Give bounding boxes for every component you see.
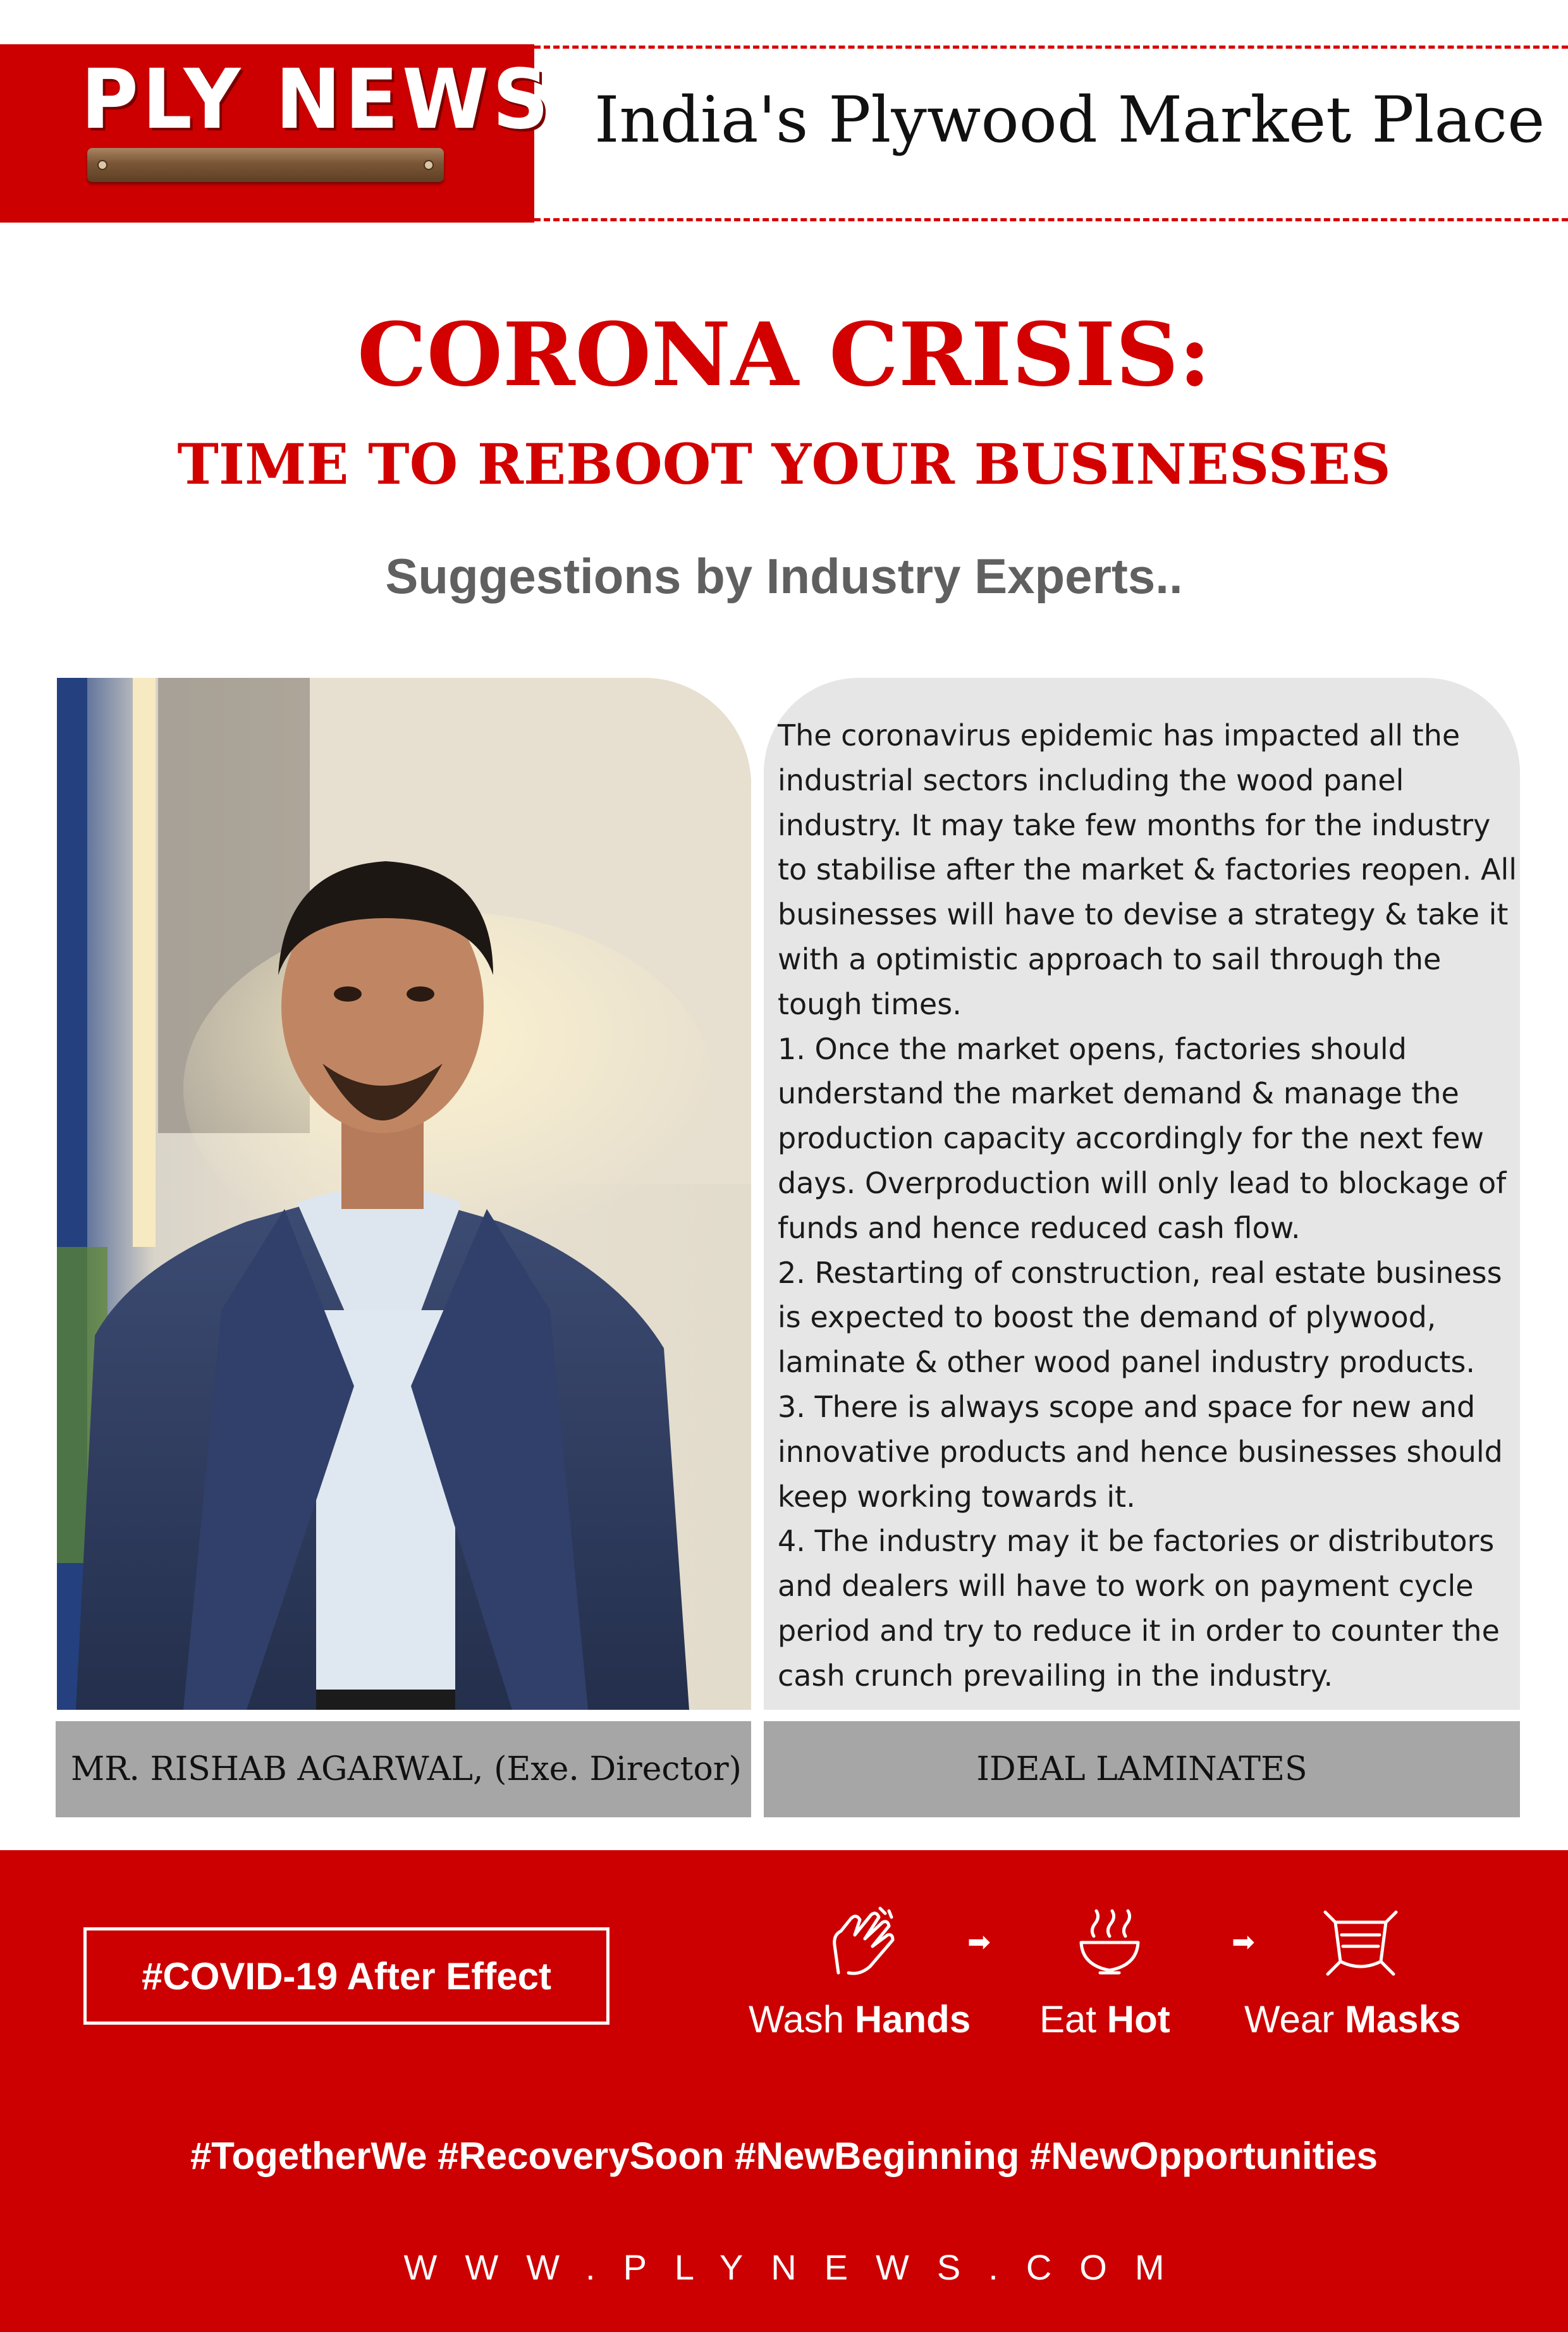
campaign-label: #COVID-19 After Effect — [142, 1955, 551, 1998]
arrow-right-icon: ➡ — [967, 1926, 991, 1958]
headline-title: CORONA CRISIS: — [357, 303, 1211, 406]
tagline: India's Plywood Market Place — [594, 83, 1545, 157]
person-caption — [56, 1721, 751, 1817]
article-body — [778, 713, 1524, 1698]
headline-subtitle: TIME TO REBOOT YOUR BUSINESSES — [177, 431, 1391, 497]
article-paragraph: 4. The industry may it be factories or distributors and dealers will have to work on payment cycle period and try to reduce it in order to counter the cash crunch prevailing in the industry. — [778, 1524, 1500, 1693]
article-paragraph: 2. Restarting of construction, real estate business is expected to boost the demand of plywood, laminate & other wood panel industry products. — [778, 1255, 1502, 1380]
habit-text: Wear — [1244, 1998, 1345, 2040]
arrow-right-icon: ➡ — [1232, 1926, 1255, 1958]
hot-bowl-icon — [1075, 1908, 1144, 1978]
portrait-photo — [57, 678, 751, 1710]
article-paragraph: 1. Once the market opens, factories should understand the market demand & manage the production capacity accordingly for the next few days. Overproduction will only lead to blockage of funds and hence reduced cash flow. — [778, 1031, 1507, 1245]
hashtags: #TogetherWe #RecoverySoon #NewBeginning #NewOpportunities — [190, 2135, 1378, 2177]
logo-plank-graphic — [87, 148, 444, 182]
person-name: MR. RISHAB AGARWAL, (Exe. Director) — [71, 1750, 742, 1788]
portrait-illustration — [57, 678, 751, 1710]
company-name: IDEAL LAMINATES — [976, 1750, 1308, 1788]
habit-text: Wash — [749, 1998, 855, 2040]
habit-wash-hands — [749, 1998, 971, 2040]
campaign-badge — [83, 1927, 609, 2025]
nail-icon — [97, 160, 107, 170]
article-paragraph: 3. There is always scope and space for new and innovative products and hence businesses should keep working towards it. — [778, 1389, 1503, 1514]
habit-wear-masks — [1244, 1998, 1461, 2040]
hands-icon — [826, 1906, 900, 1979]
habit-emphasis: Hands — [854, 1998, 971, 2040]
website-link[interactable]: WWW.PLYNEWS.COM — [403, 2247, 1192, 2287]
kicker: Suggestions by Industry Experts.. — [385, 548, 1183, 604]
header-divider-bottom — [534, 218, 1568, 221]
logo-text: PLY NEWS — [81, 52, 553, 148]
habit-emphasis: Hot — [1106, 1998, 1170, 2040]
habit-emphasis: Masks — [1344, 1998, 1461, 2040]
habit-eat-hot — [1039, 1998, 1170, 2040]
nail-icon — [424, 160, 434, 170]
habit-text: Eat — [1039, 1998, 1107, 2040]
company-caption — [764, 1721, 1520, 1817]
mask-icon — [1323, 1908, 1399, 1977]
article-paragraph: The coronavirus epidemic has impacted all the industrial sectors including the wood panel industry. It may take few months for the industry to stabilise after the market & factories reopen. All businesses will have to devise a strategy & take it with a optimistic approach to sail through the tough times. — [778, 718, 1517, 1021]
header-divider-top — [534, 46, 1568, 49]
